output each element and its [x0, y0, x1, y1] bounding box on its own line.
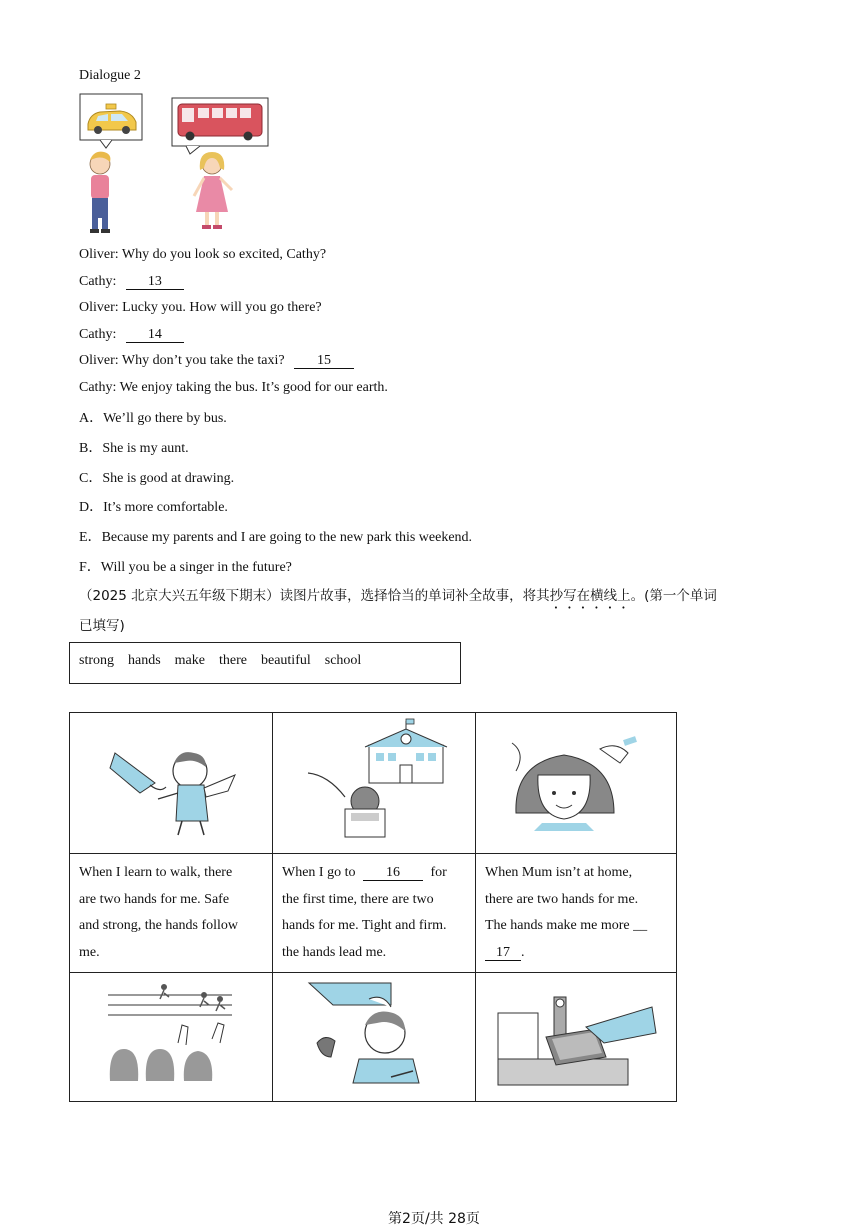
dialogue-line-6 — [79, 380, 388, 396]
option-f — [79, 556, 292, 576]
story-text: The hands make me more — [485, 918, 630, 933]
text-cell-3 — [476, 854, 677, 973]
picture-cell-school — [273, 713, 476, 854]
picture-cell-hair — [476, 713, 677, 854]
story-text: __ — [633, 918, 648, 933]
bus-bubble — [172, 98, 268, 154]
picture-cell-hands-walk — [70, 713, 273, 854]
dialogue-line-4 — [79, 327, 184, 343]
dialogue-line-2 — [79, 274, 184, 290]
story-line: the first time, there are two — [282, 891, 434, 907]
answer-blank-13[interactable]: 13 — [126, 274, 184, 290]
option-letter: B． — [79, 441, 103, 456]
option-text: Will you be a singer in the future? — [100, 560, 292, 575]
word-bank-item: there — [219, 653, 247, 668]
page-footer: 第2页/共 28页 — [388, 1211, 480, 1227]
word-bank-item: school — [324, 653, 362, 668]
story-line — [485, 940, 668, 967]
dialogue-illustration — [78, 92, 278, 238]
instruction-emphasis: 抄写在横线上 — [549, 588, 631, 604]
dialogue-text: Why don’t you take the taxi? — [121, 353, 285, 368]
dialogue-line-3 — [79, 300, 322, 316]
option-letter: D． — [79, 500, 104, 515]
dialogue-text: Why do you look so excited, Cathy? — [121, 247, 327, 262]
option-text: She is good at drawing. — [102, 471, 235, 486]
bus-icon — [178, 104, 262, 141]
picture-cell-homework — [273, 973, 476, 1102]
table-row — [70, 973, 677, 1102]
table-row — [70, 854, 677, 973]
story-text: for — [430, 865, 447, 880]
option-text: She is my aunt. — [102, 441, 189, 456]
story-line: the hands lead me. — [282, 944, 387, 960]
picture-cell-race — [70, 973, 273, 1102]
option-text: Because my parents and I are going to the new park this weekend. — [101, 530, 473, 545]
option-text: It’s more comfortable. — [103, 500, 228, 515]
speaker-name: Cathy: — [79, 274, 117, 289]
option-a — [79, 407, 227, 427]
homework-picture — [273, 973, 475, 1101]
answer-blank-15[interactable]: 15 — [294, 353, 354, 369]
table-row — [70, 713, 677, 854]
word-bank-item: beautiful — [260, 653, 311, 668]
text-cell-1 — [70, 854, 273, 973]
option-e — [79, 526, 472, 546]
girl-figure — [194, 152, 232, 229]
story-text: When I go to — [282, 865, 356, 880]
option-c — [79, 467, 234, 487]
speaker-name: Cathy: — [79, 380, 117, 395]
dialogue-line-1 — [79, 247, 326, 263]
option-letter: F． — [79, 560, 101, 575]
race-picture — [70, 973, 272, 1101]
word-bank-item: strong — [79, 653, 114, 668]
instruction-line-1 — [79, 584, 717, 612]
option-letter: C． — [79, 471, 103, 486]
word-bank — [69, 642, 461, 684]
taxi-bubble — [80, 94, 142, 148]
story-line — [485, 913, 668, 940]
option-letter: E． — [79, 530, 102, 545]
instruction-line-2: 已填写) — [79, 618, 125, 634]
option-b — [79, 437, 189, 457]
baby-walking-picture — [70, 713, 272, 853]
speaker-name: Oliver: — [79, 353, 119, 368]
option-letter: A． — [79, 411, 104, 426]
picture-cell-tablet — [476, 973, 677, 1102]
story-table — [69, 712, 677, 1102]
girl-hair-picture — [476, 713, 676, 853]
story-line: When I learn to walk, there — [79, 865, 233, 880]
speaker-name: Oliver: — [79, 300, 119, 315]
word-bank-item: hands — [128, 653, 161, 668]
story-line: there are two hands for me. — [485, 891, 639, 907]
tablet-picture — [476, 973, 676, 1101]
dialogue-line-5 — [79, 353, 354, 369]
story-line: are two hands for me. Safe — [79, 891, 230, 907]
boy-figure — [90, 152, 110, 233]
story-text: . — [521, 944, 525, 960]
story-line — [282, 860, 467, 887]
dialogue-text: We enjoy taking the bus. It’s good for our earth. — [119, 380, 388, 395]
instruction-text: 。(第一个单词 — [630, 588, 717, 604]
story-line: and strong, the hands follow — [79, 918, 239, 933]
answer-blank-16[interactable]: 16 — [363, 865, 423, 881]
school-picture — [273, 713, 475, 853]
dialogue-text: Lucky you. How will you go there? — [122, 300, 322, 315]
text-cell-2 — [273, 854, 476, 973]
speaker-name: Cathy: — [79, 327, 117, 342]
instruction-text: （2025 北京大兴五年级下期末）读图片故事，选择恰当的单词补全故事，将其 — [79, 588, 550, 604]
option-text: We’ll go there by bus. — [103, 411, 227, 426]
answer-blank-17[interactable]: 17 — [485, 945, 521, 961]
dialogue-title: Dialogue 2 — [79, 68, 141, 83]
speaker-name: Oliver: — [79, 247, 119, 262]
word-bank-item: make — [174, 653, 205, 668]
answer-blank-14[interactable]: 14 — [126, 327, 184, 343]
story-line: hands for me. Tight and firm. — [282, 918, 447, 933]
option-d — [79, 496, 228, 516]
story-line: me. — [79, 944, 100, 960]
story-line: When Mum isn’t at home, — [485, 865, 633, 880]
